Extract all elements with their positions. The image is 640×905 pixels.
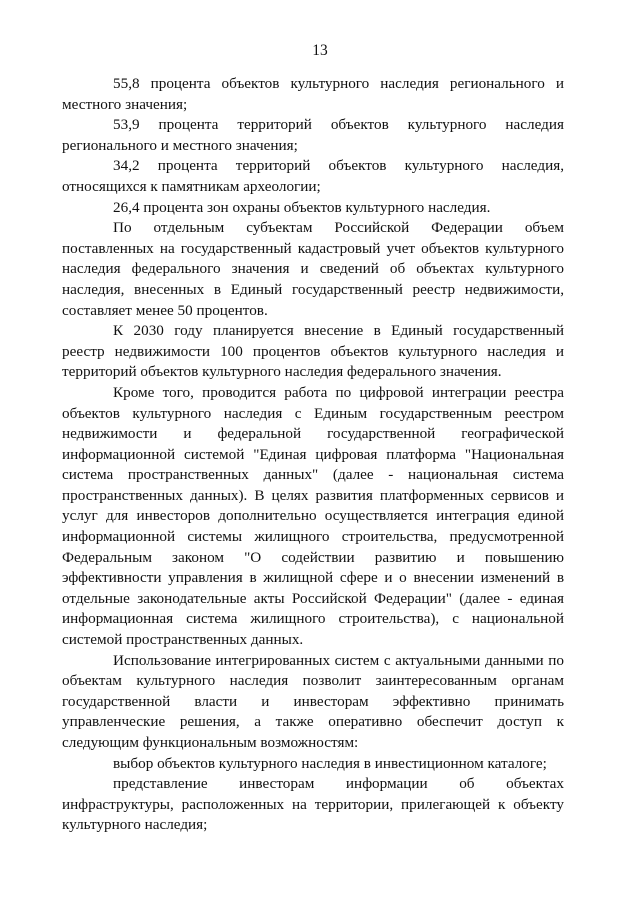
paragraph: выбор объектов культурного наследия в инвестиционном каталоге; [113,754,547,772]
paragraph: Кроме того, проводится работа по цифровой интеграции реестра объектов культурного наследия с Единым государственным реестром недвижимости и федеральной государственной географической информационной системой "Единая цифровая платформа "Национальная система пространственных данных" (далее - национальная система пространственных данных). В целях развития платформенных сервисов и услуг для инвесторов дополнительно осуществляется интеграция единой информационной системы жилищного строительства, предусмотренной Федеральным законом "О содействии развитию и повышению эффективности управления в жилищной сфере и о внесении изменений в отдельные законодательные акты Российской Федерации" (далее - единая информационная система жилищного строительства), с национальной системой пространственных данных. [62,383,564,649]
paragraph: К 2030 году планируется внесение в Единый государственный реестр недвижимости 100 процентов объектов культурного наследия и территорий объектов культурного наследия федерального значения. [62,322,564,381]
document-body [62,74,564,836]
paragraph: 53,9 процента территорий объектов культурного наследия регионального и местного значения; [62,116,564,154]
page-number: 13 [312,42,328,59]
paragraph: 55,8 процента объектов культурного наследия регионального и местного значения; [62,75,564,113]
paragraph: 34,2 процента территорий объектов культурного наследия, относящихся к памятникам археологии; [62,157,564,195]
paragraph: Использование интегрированных систем с актуальными данными по объектам культурного наследия позволит заинтересованным органам государственной власти и инвесторам эффективно принимать управленческие решения, а также оперативно обеспечит доступ к следующим функциональным возможностям: [62,651,564,751]
paragraph: представление инвесторам информации об объектах инфраструктуры, расположенных на территории, прилегающей к объекту культурного наследия; [62,775,564,834]
paragraph: 26,4 процента зон охраны объектов культурного наследия. [113,198,491,216]
paragraph: По отдельным субъектам Российской Федерации объем поставленных на государственный кадастровый учет объектов культурного наследия федерального значения и сведений об объектах культурного наследия, внесенных в Единый государственный реестр недвижимости, составляет менее 50 процентов. [62,219,564,319]
